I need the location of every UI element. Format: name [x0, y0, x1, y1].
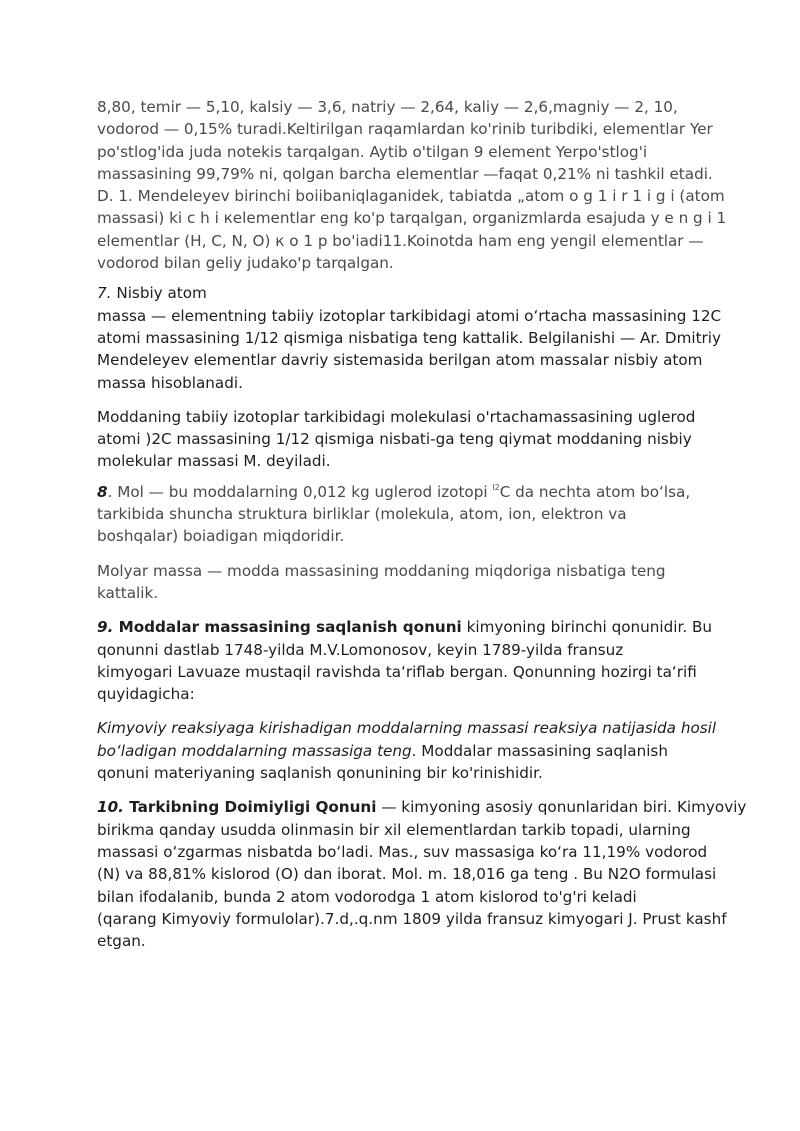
isotope-superscript: l2 — [492, 482, 500, 492]
text-line: vodorod — 0,15% turadi.Keltirilgan raqamlardan ko'rinib turibdiki, elementlar Yer — [97, 120, 713, 139]
text-line: massasi) ki c h i кelementlar eng ko'p tarqalgan, organizmlarda esajuda y e n g i 1 — [97, 209, 727, 228]
text-line: qonunni dastlab 1748-yilda M.V.Lomonosov, keyin 1789-yilda fransuz — [97, 640, 624, 659]
law-title: Tarkibning Doimiyligi Qonuni — [123, 798, 377, 817]
text-line: boshqalar) boiadigan miqdoridir. — [97, 527, 345, 546]
text-line: atomi )2C massasining 1/12 qismiga nisbati-ga teng qiymat moddaning nisbiy — [97, 430, 692, 449]
text-fragment: C da nechta atom boʻlsa, — [499, 482, 691, 501]
text-line: birikma qanday usudda olinmasin bir xil elementlardan tarkib topadi, ularning — [97, 820, 691, 839]
text-fragment: . Moddalar massasining saqlanish — [411, 741, 668, 760]
text-line — [97, 740, 704, 762]
text-line: Molyar massa — modda massasining moddaning miqdoriga nisbatiga teng — [97, 561, 666, 580]
section-number: 10. — [97, 798, 124, 817]
text-line: D. 1. Mendeleyev birinchi boiibaniqlaganidek, tabiatda „atom o g 1 i r 1 i g i (atom — [97, 187, 725, 206]
paragraph-mole — [97, 481, 704, 548]
text-fragment: — kimyoning asosiy qonunlaridan biri. Kimyoviy — [376, 798, 747, 817]
text-line: Moddaning tabiiy izotoplar tarkibidagi molekulasi o'rtachamassasining uglerod — [97, 407, 696, 426]
text-line — [97, 616, 713, 638]
section-number: 8 — [97, 482, 108, 501]
text-line: massa hisoblanadi. — [97, 373, 243, 392]
paragraph-constant-composition — [97, 796, 747, 952]
text-line: atomi massasining 1/12 qismiga nisbatiga teng kattalik. Belgilanishi — Ar. Dmitriy — [97, 328, 722, 347]
text-line: elementlar (H, C, N, O) к o 1 p bo'iadi11.Koinotda ham eng yengil elementlar — — [97, 231, 704, 250]
text-line: Kimyoviy reaksiyaga kirishadigan moddalarning massasi reaksiya natijasida hosil — [97, 719, 717, 738]
text-fragment: kimyoning birinchi qonunidir. Bu — [461, 618, 713, 637]
text-line: bilan ifodalanib, bunda 2 atom vodorodga 1 atom kislorod to'g'ri keladi — [97, 887, 637, 906]
text-line: vodorod bilan geliy judako'p tarqalgan. — [97, 254, 394, 273]
section-number: 7. — [97, 284, 112, 303]
text-line: po'stlog'ida juda notekis tarqalgan. Aytib o'tilgan 9 element Yerpo'stlog'i — [97, 142, 648, 161]
law-title: Moddalar massasining saqlanish qonuni — [113, 618, 462, 637]
text-line: massasining 99,79% ni, qolgan barcha elementlar —faqat 0,21% ni tashkil etadi. — [97, 164, 713, 183]
text-line: tarkibida shuncha struktura birliklar (molekula, atom, ion, elektron va — [97, 505, 627, 524]
text-line: molekular massasi M. deyiladi. — [97, 452, 331, 471]
text-line: Mendeleyev elementlar davriy sistemasida berilgan atom massalar nisbiy atom — [97, 351, 703, 370]
text-line — [97, 481, 704, 503]
text-line: massa — elementning tabiiy izotoplar tarkibidagi atomi oʻrtacha massasining 12C — [97, 306, 722, 325]
text-line: 8,80, temir — 5,10, kalsiy — 3,6, natriy — 2,64, kaliy — 2,6,magniy — 2, 10, — [97, 98, 678, 116]
text-line: qonuni materiyaning saqlanish qonunining bir ko'rinishidir. — [97, 764, 543, 783]
text-fragment: . Mol — bu moddalarning 0,012 kg uglerod izotopi — [107, 482, 493, 501]
text-line: (N) va 88,81% kislorod (O) dan iborat. Mol. m. 18,016 ga teng . Bu N2O formulasi — [97, 865, 717, 884]
paragraph-law-statement — [97, 717, 717, 784]
text-line: quyidagicha: — [97, 685, 195, 704]
text-fragment: boʻladigan moddalarning massasiga teng — [97, 741, 412, 760]
text-line: kimyogari Lavuaze mustaqil ravishda taʻriflab bergan. Qonunning hozirgi taʻrifi — [97, 662, 697, 681]
paragraph-relative-atomic-mass — [97, 282, 722, 393]
text-line: kattalik. — [97, 583, 159, 602]
paragraph-molar-mass — [97, 560, 704, 605]
section-number: 9. — [97, 618, 114, 637]
text-line: etgan. — [97, 932, 146, 951]
paragraph-molecular-mass — [97, 406, 704, 473]
text-line: (qarang Kimyoviy formulolar).7.d,.q.nm 1809 yilda fransuz kimyogari J. Prust kashf — [97, 909, 727, 928]
paragraph-element-abundance — [97, 96, 727, 274]
section-heading-7 — [97, 282, 704, 304]
text-line: massasi oʻzgarmas nisbatda boʻladi. Mas., suv massasiga koʻra 11,19% vodorod — [97, 842, 708, 861]
text-line — [97, 796, 747, 818]
paragraph-mass-conservation — [97, 616, 713, 705]
section-heading-text: Nisbiy atom — [111, 284, 207, 303]
